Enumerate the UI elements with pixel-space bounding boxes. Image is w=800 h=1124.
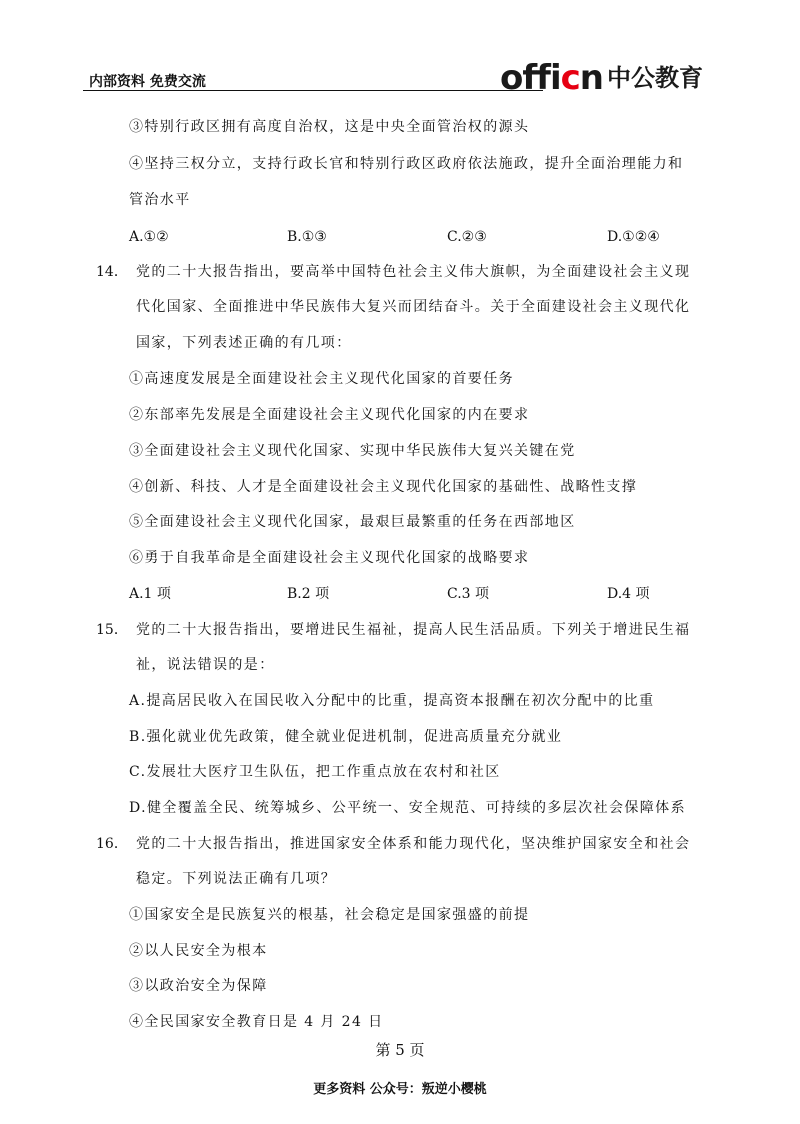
question-15-option-c: C.发展壮大医疗卫生队伍，把工作重点放在农村和社区 [129, 764, 501, 780]
question-14-option-b: B.2 项 [287, 586, 330, 602]
question-16-number: 16． [96, 836, 128, 852]
question-14-item-6: ⑥勇于自我革命是全面建设社会主义现代化国家的战略要求 [129, 550, 530, 566]
page-footer: 更多资料 公众号：叛逆小樱桃 [313, 1082, 487, 1097]
question-14-stem-line-3: 国家，下列表述正确的有几项： [136, 335, 352, 351]
prev-item-3: ③特别行政区拥有高度自治权，这是中央全面管治权的源头 [129, 119, 530, 135]
prev-option-b: B.①③ [287, 229, 327, 245]
question-16-item-2: ②以人民安全为根本 [129, 943, 268, 959]
prev-option-d: D.①②④ [607, 229, 660, 245]
question-14-option-c: C.3 项 [447, 586, 490, 602]
question-16-item-1: ①国家安全是民族复兴的根基，社会稳定是国家强盛的前提 [129, 907, 530, 923]
prev-item-4: ④坚持三权分立，支持行政长官和特别行政区政府依法施政，提升全面治理能力和 [129, 156, 684, 172]
question-14-option-d: D.4 项 [607, 586, 650, 602]
question-14-item-3: ③全面建设社会主义现代化国家、实现中华民族伟大复兴关键在党 [129, 443, 576, 459]
question-15-number: 15． [96, 622, 128, 638]
question-15-stem-line-1: 党的二十大报告指出，要增进民生福祉，提高人民生活品质。下列关于增进民生福 [136, 622, 691, 638]
question-14-item-2: ②东部率先发展是全面建设社会主义现代化国家的内在要求 [129, 407, 530, 423]
logo-wordmark: officn [500, 58, 603, 98]
question-14-number: 14． [96, 264, 128, 280]
question-14-stem-line-1: 党的二十大报告指出，要高举中国特色社会主义伟大旗帜，为全面建设社会主义现 [136, 264, 691, 280]
header-notice: 内部资料 免费交流 [89, 74, 206, 90]
question-15-option-d: D.健全覆盖全民、统筹城乡、公平统一、安全规范、可持续的多层次社会保障体系 [129, 800, 686, 816]
question-15-option-b: B.强化就业优先政策，健全就业促进机制，促进高质量充分就业 [129, 729, 563, 745]
offcn-logo [500, 58, 703, 98]
question-16-stem-line-1: 党的二十大报告指出，推进国家安全体系和能力现代化，坚决维护国家安全和社会 [136, 836, 691, 852]
question-14-item-4: ④创新、科技、人才是全面建设社会主义现代化国家的基础性、战略性支撑 [129, 479, 638, 495]
prev-option-c: C.②③ [447, 229, 487, 245]
prev-item-4-cont: 管治水平 [129, 192, 191, 208]
question-14-stem-line-2: 代化国家、全面推进中华民族伟大复兴而团结奋斗。关于全面建设社会主义现代化 [136, 299, 691, 315]
header-divider [83, 90, 543, 91]
question-15-stem-line-2: 祉，说法错误的是： [136, 657, 275, 673]
question-16-item-3: ③以政治安全为保障 [129, 978, 268, 994]
question-14-option-a: A.1 项 [129, 586, 171, 602]
question-15-option-a: A.提高居民收入在国民收入分配中的比重，提高资本报酬在初次分配中的比重 [129, 693, 655, 709]
question-16-item-4: ④全民国家安全教育日是 4 月 24 日 [129, 1014, 384, 1030]
page-header [83, 58, 703, 98]
page-number: 第 5 页 [375, 1041, 425, 1059]
question-14-item-5: ⑤全面建设社会主义现代化国家，最艰巨最繁重的任务在西部地区 [129, 514, 576, 530]
question-16-stem-line-2: 稳定。下列说法正确有几项？ [136, 871, 337, 887]
question-14-item-1: ①高速度发展是全面建设社会主义现代化国家的首要任务 [129, 371, 514, 387]
logo-brand-name: 中公教育 [607, 64, 703, 92]
prev-option-a: A.①② [129, 229, 169, 245]
